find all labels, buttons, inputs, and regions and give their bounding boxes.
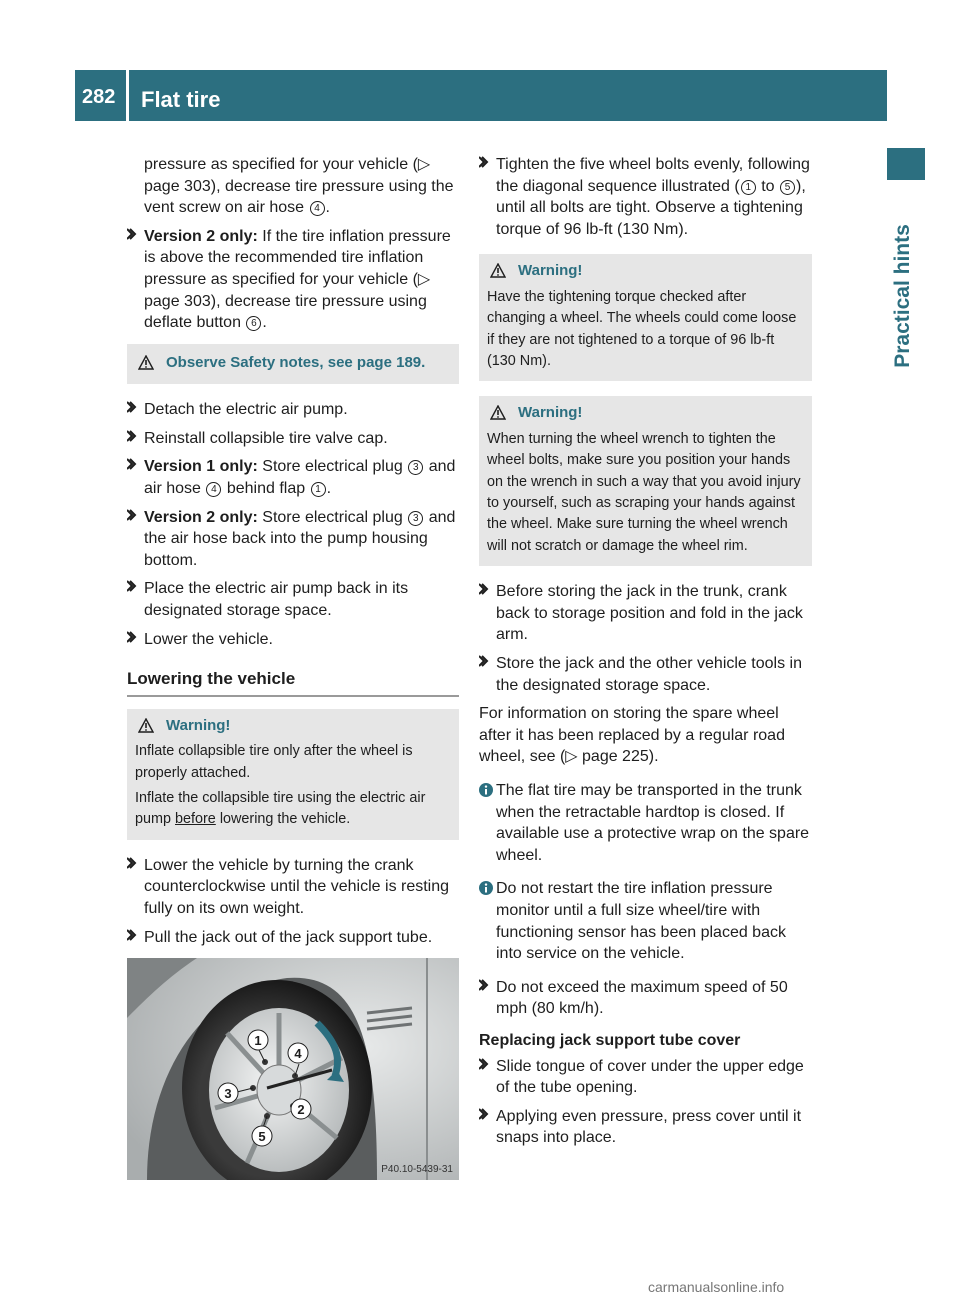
- warning-title: [135, 715, 451, 739]
- step-text: Slide tongue of cover under the upper edge of the tube opening.: [496, 1057, 804, 1097]
- page-number: 282: [82, 86, 116, 108]
- warning-text: Have the tightening torque checked after changing a wheel. The wheels could come loose if they are not tightened to a torque of 96 lb-ft (130 Nm).: [487, 288, 797, 369]
- step-pull-jack: [127, 927, 459, 949]
- callout-3: 3: [408, 460, 423, 475]
- step-arrow-icon: [127, 228, 137, 240]
- step-arrow-icon: [479, 1058, 489, 1070]
- step-text: Before storing the jack in the trunk, crank back to storage position and fold in the jack arm.: [496, 583, 803, 644]
- step-text: Tighten the five wheel bolts evenly, following the diagonal sequence illustrated: [496, 156, 810, 195]
- warning-text: [135, 788, 451, 831]
- step-text: Detach the electric air pump.: [144, 401, 348, 419]
- callout-1: 1: [741, 180, 756, 195]
- step-arrow-icon: [127, 509, 137, 521]
- step-press-cover: [479, 1106, 812, 1149]
- figure-callout-4: 4: [294, 1046, 302, 1062]
- step-text: Reinstall collapsible tire valve cap.: [144, 429, 388, 447]
- warning-text-part: lowering the vehicle.: [219, 811, 351, 828]
- step-version2-store: [127, 507, 459, 572]
- step-text: ), until all bolts are tight. Observe a tightening torque of 96 lb-ft (130 Nm).: [496, 177, 806, 238]
- warning-triangle-icon: [138, 718, 154, 739]
- step-text: Store electrical plug: [262, 508, 403, 526]
- step-text: Applying even pressure, press cover until it snaps into place.: [496, 1107, 802, 1147]
- warning-triangle-icon: [490, 263, 506, 284]
- warning-box: [479, 254, 812, 381]
- callout-6: 6: [246, 316, 261, 331]
- intro-text: pressure as specified for your vehicle (▷ page 303), decrease tire pressure using the vent screw on air hose 4 .: [144, 156, 454, 217]
- warning-title-text: Warning!: [518, 404, 583, 422]
- callout-4: 4: [206, 482, 221, 497]
- section-heading-lowering: Lowering the vehicle: [127, 668, 459, 697]
- safety-note-text: Observe Safety notes, see page 189.: [166, 353, 426, 371]
- step-slide-tongue: [479, 1056, 812, 1099]
- step-text: and the air hose back into the pump housing bottom.: [144, 508, 456, 569]
- step-text: Do not exceed the maximum speed of 50 mph (80 km/h).: [496, 978, 788, 1018]
- wheel-illustration: [127, 958, 459, 1180]
- right-column: [479, 154, 812, 1156]
- warning-title: [487, 402, 804, 426]
- step-arrow-icon: [479, 655, 489, 667]
- warning-underlined: before: [175, 811, 216, 828]
- step-arrow-icon: [479, 1108, 489, 1120]
- side-tab: [887, 148, 925, 180]
- page-title: Flat tire: [141, 87, 221, 112]
- info-icon: [479, 880, 493, 902]
- step-arrow-icon: [127, 580, 137, 592]
- figure-callout-2: 2: [297, 1102, 305, 1118]
- step-crank: [127, 855, 459, 920]
- header-divider: [126, 70, 129, 121]
- footer-watermark: carmanualsonline.info: [648, 1279, 785, 1295]
- safety-note-box: [127, 344, 459, 384]
- warning-text-part: Inflate the collapsible tire using the electric air pump: [135, 789, 426, 828]
- step-text: Pull the jack out of the jack support tube.: [144, 928, 433, 946]
- step-text: If the tire inflation pressure is above the recommended tire inflation pressure as specified for your vehicle (▷ page 303), decrease tire pressure using deflate button: [144, 227, 451, 332]
- warning-text: Inflate collapsible tire only after the wheel is properly attached.: [135, 743, 413, 781]
- step-text: Store the jack and the other vehicle tools in the designated storage space.: [496, 655, 802, 694]
- wheel-bolt-figure: [127, 958, 459, 1180]
- step-arrow-icon: [127, 631, 137, 643]
- left-column: [127, 154, 459, 1180]
- step-arrow-icon: [127, 857, 137, 869]
- step-arrow-icon: [127, 430, 137, 442]
- version-label: Version 2 only:: [144, 227, 258, 245]
- step-arrow-icon: [127, 929, 137, 941]
- step-arrow-icon: [479, 583, 489, 595]
- step-text: Lower the vehicle.: [144, 630, 273, 648]
- info-note: [479, 780, 812, 866]
- intro-line: pressure as specified for your vehicle: [144, 156, 409, 173]
- figure-callout-3: 3: [224, 1086, 232, 1102]
- info-note: [479, 878, 812, 964]
- sidebar-label: Practical hints: [891, 224, 915, 368]
- step-arrow-icon: [479, 979, 489, 991]
- step-text: and air hose: [144, 458, 456, 497]
- step-version2-deflate: Version 2 only: If the tire inflation pressure is above the recommended tire inflation pressure as specified for your vehicle (▷ page 303), decrease tire pressure using deflate button 6 .: [127, 226, 459, 334]
- warning-box: [127, 709, 459, 840]
- intro-ref: (▷ page 303), decrease tire pressure using: [144, 156, 431, 195]
- warning-title-text: Warning!: [166, 716, 231, 734]
- step-text: Store electrical plug: [262, 458, 403, 476]
- step-arrow-icon: [127, 458, 137, 470]
- callout-4: 4: [310, 201, 325, 216]
- step-place-pump: [127, 578, 459, 621]
- section-heading-replacing: Replacing jack support tube cover: [479, 1031, 741, 1049]
- step-text: behind flap: [226, 479, 306, 497]
- step-arrow-icon: [127, 401, 137, 413]
- figure-callout-1: 1: [254, 1033, 262, 1049]
- warning-text: When turning the wheel wrench to tighten the wheel bolts, make sure you position your hands on the wrench in such a way that you avoid injury to yourself, such as scraping your hands against the wheel. Make sure turning the wheel wrench will not scratch or damage the wheel rim.: [487, 430, 801, 554]
- figure-callout-5: 5: [258, 1129, 266, 1145]
- version-label: Version 1 only:: [144, 458, 258, 476]
- intro-line: the vent screw on air hose: [144, 177, 454, 217]
- info-paragraph: For information on storing the spare wheel after it has been replaced by a regular road wheel, see (▷ page 225).: [479, 705, 785, 766]
- step-reinstall: [127, 428, 459, 450]
- warning-box: [479, 396, 812, 566]
- step-arrow-icon: [479, 156, 489, 168]
- step-text: to: [761, 177, 775, 195]
- warning-title-text: Warning!: [518, 262, 583, 280]
- figure-caption: P40.10-5439-31: [381, 1164, 453, 1176]
- step-detach: [127, 399, 459, 421]
- info-text: Do not restart the tire inflation pressure monitor until a full size wheel/tire with functioning sensor has been placed back into service on the vehicle.: [496, 880, 786, 963]
- version-label: Version 2 only:: [144, 508, 258, 526]
- callout-3: 3: [408, 511, 423, 526]
- step-store-tools: [479, 653, 812, 696]
- warning-title: [487, 260, 804, 284]
- step-storing-jack: [479, 581, 812, 646]
- warning-triangle-icon: [490, 405, 506, 426]
- step-speed: [479, 977, 812, 1020]
- info-text: The flat tire may be transported in the trunk when the retractable hardtop is closed. If available use a protective wrap on the spare wheel.: [496, 782, 810, 864]
- step-tighten: Tighten the five wheel bolts evenly, following the diagonal sequence illustrated ( 1 to 5 ), until all bolts are tight. Observe a tightening torque of 96 lb-ft (130 Nm).: [479, 154, 812, 240]
- info-icon: [479, 782, 493, 804]
- warning-triangle-icon: [138, 355, 154, 376]
- step-version1-store: Version 1 only: Store electrical plug 3 and air hose 4 behind flap 1 .: [127, 456, 459, 499]
- step-text: Place the electric air pump back in its designated storage space.: [144, 580, 409, 619]
- callout-5: 5: [780, 180, 795, 195]
- step-lower-vehicle: [127, 629, 459, 651]
- callout-1: 1: [311, 482, 326, 497]
- step-text: Lower the vehicle by turning the crank counterclockwise until the vehicle is resting fully on its own weight.: [144, 856, 450, 917]
- safety-note: [135, 352, 451, 376]
